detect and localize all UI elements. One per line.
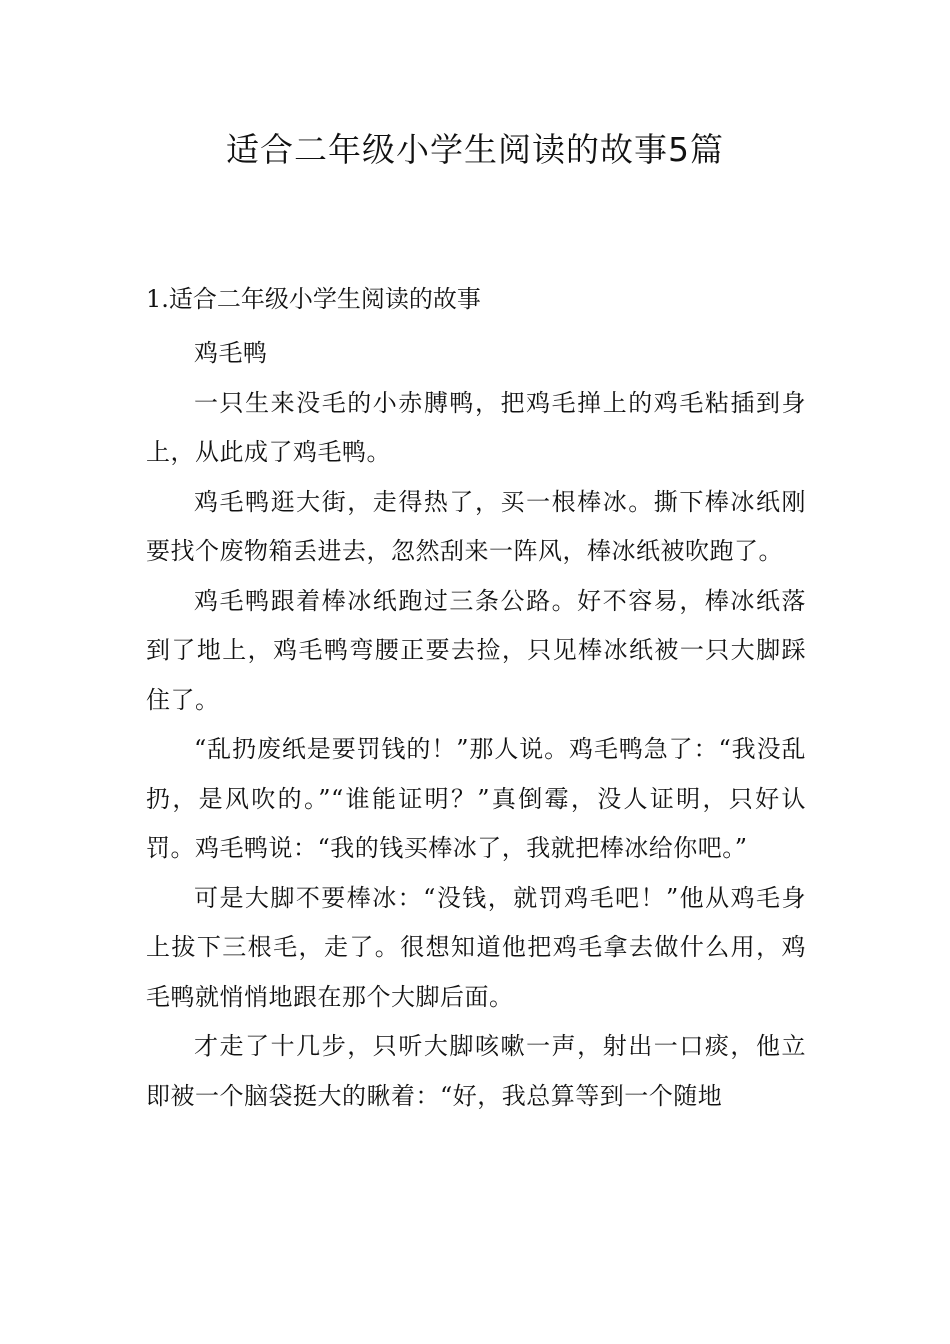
document-body: [146, 280, 806, 1121]
paragraph: 才走了十几步，只听大脚咳嗽一声，射出一口痰，他立即被一个脑袋挺大的瞅着：“好，我总算等到一个随地: [146, 1032, 806, 1110]
paragraph: “乱扔废纸是要罚钱的！”那人说。鸡毛鸭急了：“我没乱扔，是风吹的。”“谁能证明？”真倒霉，没人证明，只好认罚。鸡毛鸭说：“我的钱买棒冰了，我就把棒冰给你吧。”: [146, 735, 806, 862]
paragraph: 鸡毛鸭逛大街，走得热了，买一根棒冰。撕下棒冰纸刚要找个废物箱丢进去，忽然刮来一阵风，棒冰纸被吹跑了。: [146, 487, 806, 565]
story-title: 鸡毛鸭: [194, 339, 268, 367]
section-heading: 1.适合二年级小学生阅读的故事: [146, 285, 481, 313]
paragraph: 一只生来没毛的小赤膊鸭，把鸡毛掸上的鸡毛粘插到身上，从此成了鸡毛鸭。: [146, 388, 806, 466]
paragraph: 鸡毛鸭跟着棒冰纸跑过三条公路。好不容易，棒冰纸落到了地上，鸡毛鸭弯腰正要去捡，只见棒冰纸被一只大脚踩住了。: [146, 586, 806, 714]
document-title: 适合二年级小学生阅读的故事5篇: [226, 130, 724, 169]
paragraph: 可是大脚不要棒冰：“没钱，就罚鸡毛吧！”他从鸡毛身上拔下三根毛，走了。很想知道他把鸡毛拿去做什么用，鸡毛鸭就悄悄地跟在那个大脚后面。: [146, 883, 806, 1011]
